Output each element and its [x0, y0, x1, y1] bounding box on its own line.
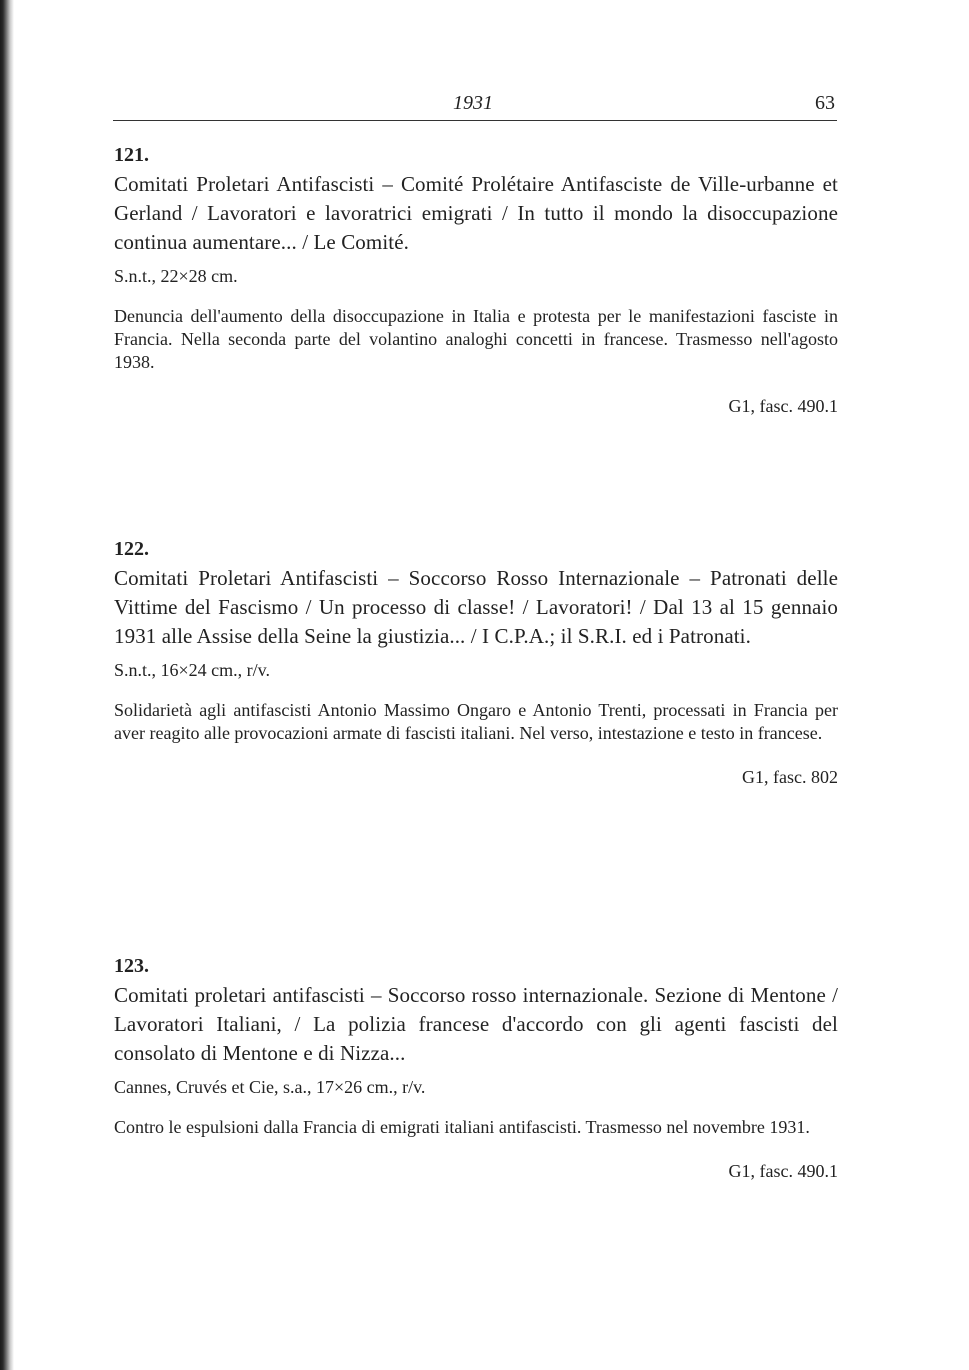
page-binding-edge	[0, 0, 14, 1370]
entry-archive-reference: G1, fasc. 802	[742, 767, 838, 787]
entry-title: Comitati Proletari Antifascisti – Soccorso Rosso Internazionale – Patronati delle Vittime del Fascismo / Un processo di classe! / Lavoratori! / Dal 13 al 15 gennaio 1931 alle Assise della Seine la giustizia... / I C.P.A.; il S.R.I. ed i Patronati.	[114, 566, 838, 648]
entry-description: Denuncia dell'aumento della disoccupazione in Italia e protesta per le manifestazioni fasciste in Francia. Nella seconda parte del volantino analoghi concetti in francese. Trasmesso nell'agosto 1938.	[114, 306, 838, 372]
entry-title: Comitati Proletari Antifascisti – Comité Prolétaire Antifasciste de Ville-urbanne et Gerland / Lavoratori e lavoratrici emigrati / In tutto il mondo la disoccupazione continua aumentare... / Le Comité.	[114, 172, 838, 254]
catalog-entry-123	[114, 953, 838, 1183]
catalog-entry-121	[114, 142, 838, 418]
page-number: 63	[815, 92, 835, 114]
entry-archive-reference: G1, fasc. 490.1	[728, 396, 838, 416]
entry-imprint: S.n.t., 22×28 cm.	[114, 266, 238, 286]
header-year: 1931	[453, 92, 493, 114]
entry-description: Solidarietà agli antifascisti Antonio Massimo Ongaro e Antonio Trenti, processati in Francia per aver reagito alle provocazioni armate di fascisti italiani. Nel verso, intestazione e testo in francese.	[114, 700, 838, 743]
catalog-entry-122	[114, 536, 838, 789]
entry-title: Comitati proletari antifascisti – Soccorso rosso internazionale. Sezione di Mentone / Lavoratori Italiani, / La polizia francese d'accordo con gli agenti fascisti del consolato di Mentone e di Nizza...	[114, 983, 838, 1065]
entry-number: 122.	[114, 538, 149, 560]
entry-number: 121.	[114, 144, 149, 166]
entry-description: Contro le espulsioni dalla Francia di emigrati italiani antifascisti. Trasmesso nel novembre 1931.	[114, 1117, 810, 1137]
running-header	[113, 90, 837, 121]
entry-number: 123.	[114, 955, 149, 977]
entry-archive-reference: G1, fasc. 490.1	[728, 1161, 838, 1181]
entry-imprint: S.n.t., 16×24 cm., r/v.	[114, 660, 270, 680]
entry-imprint: Cannes, Cruvés et Cie, s.a., 17×26 cm., r/v.	[114, 1077, 426, 1097]
